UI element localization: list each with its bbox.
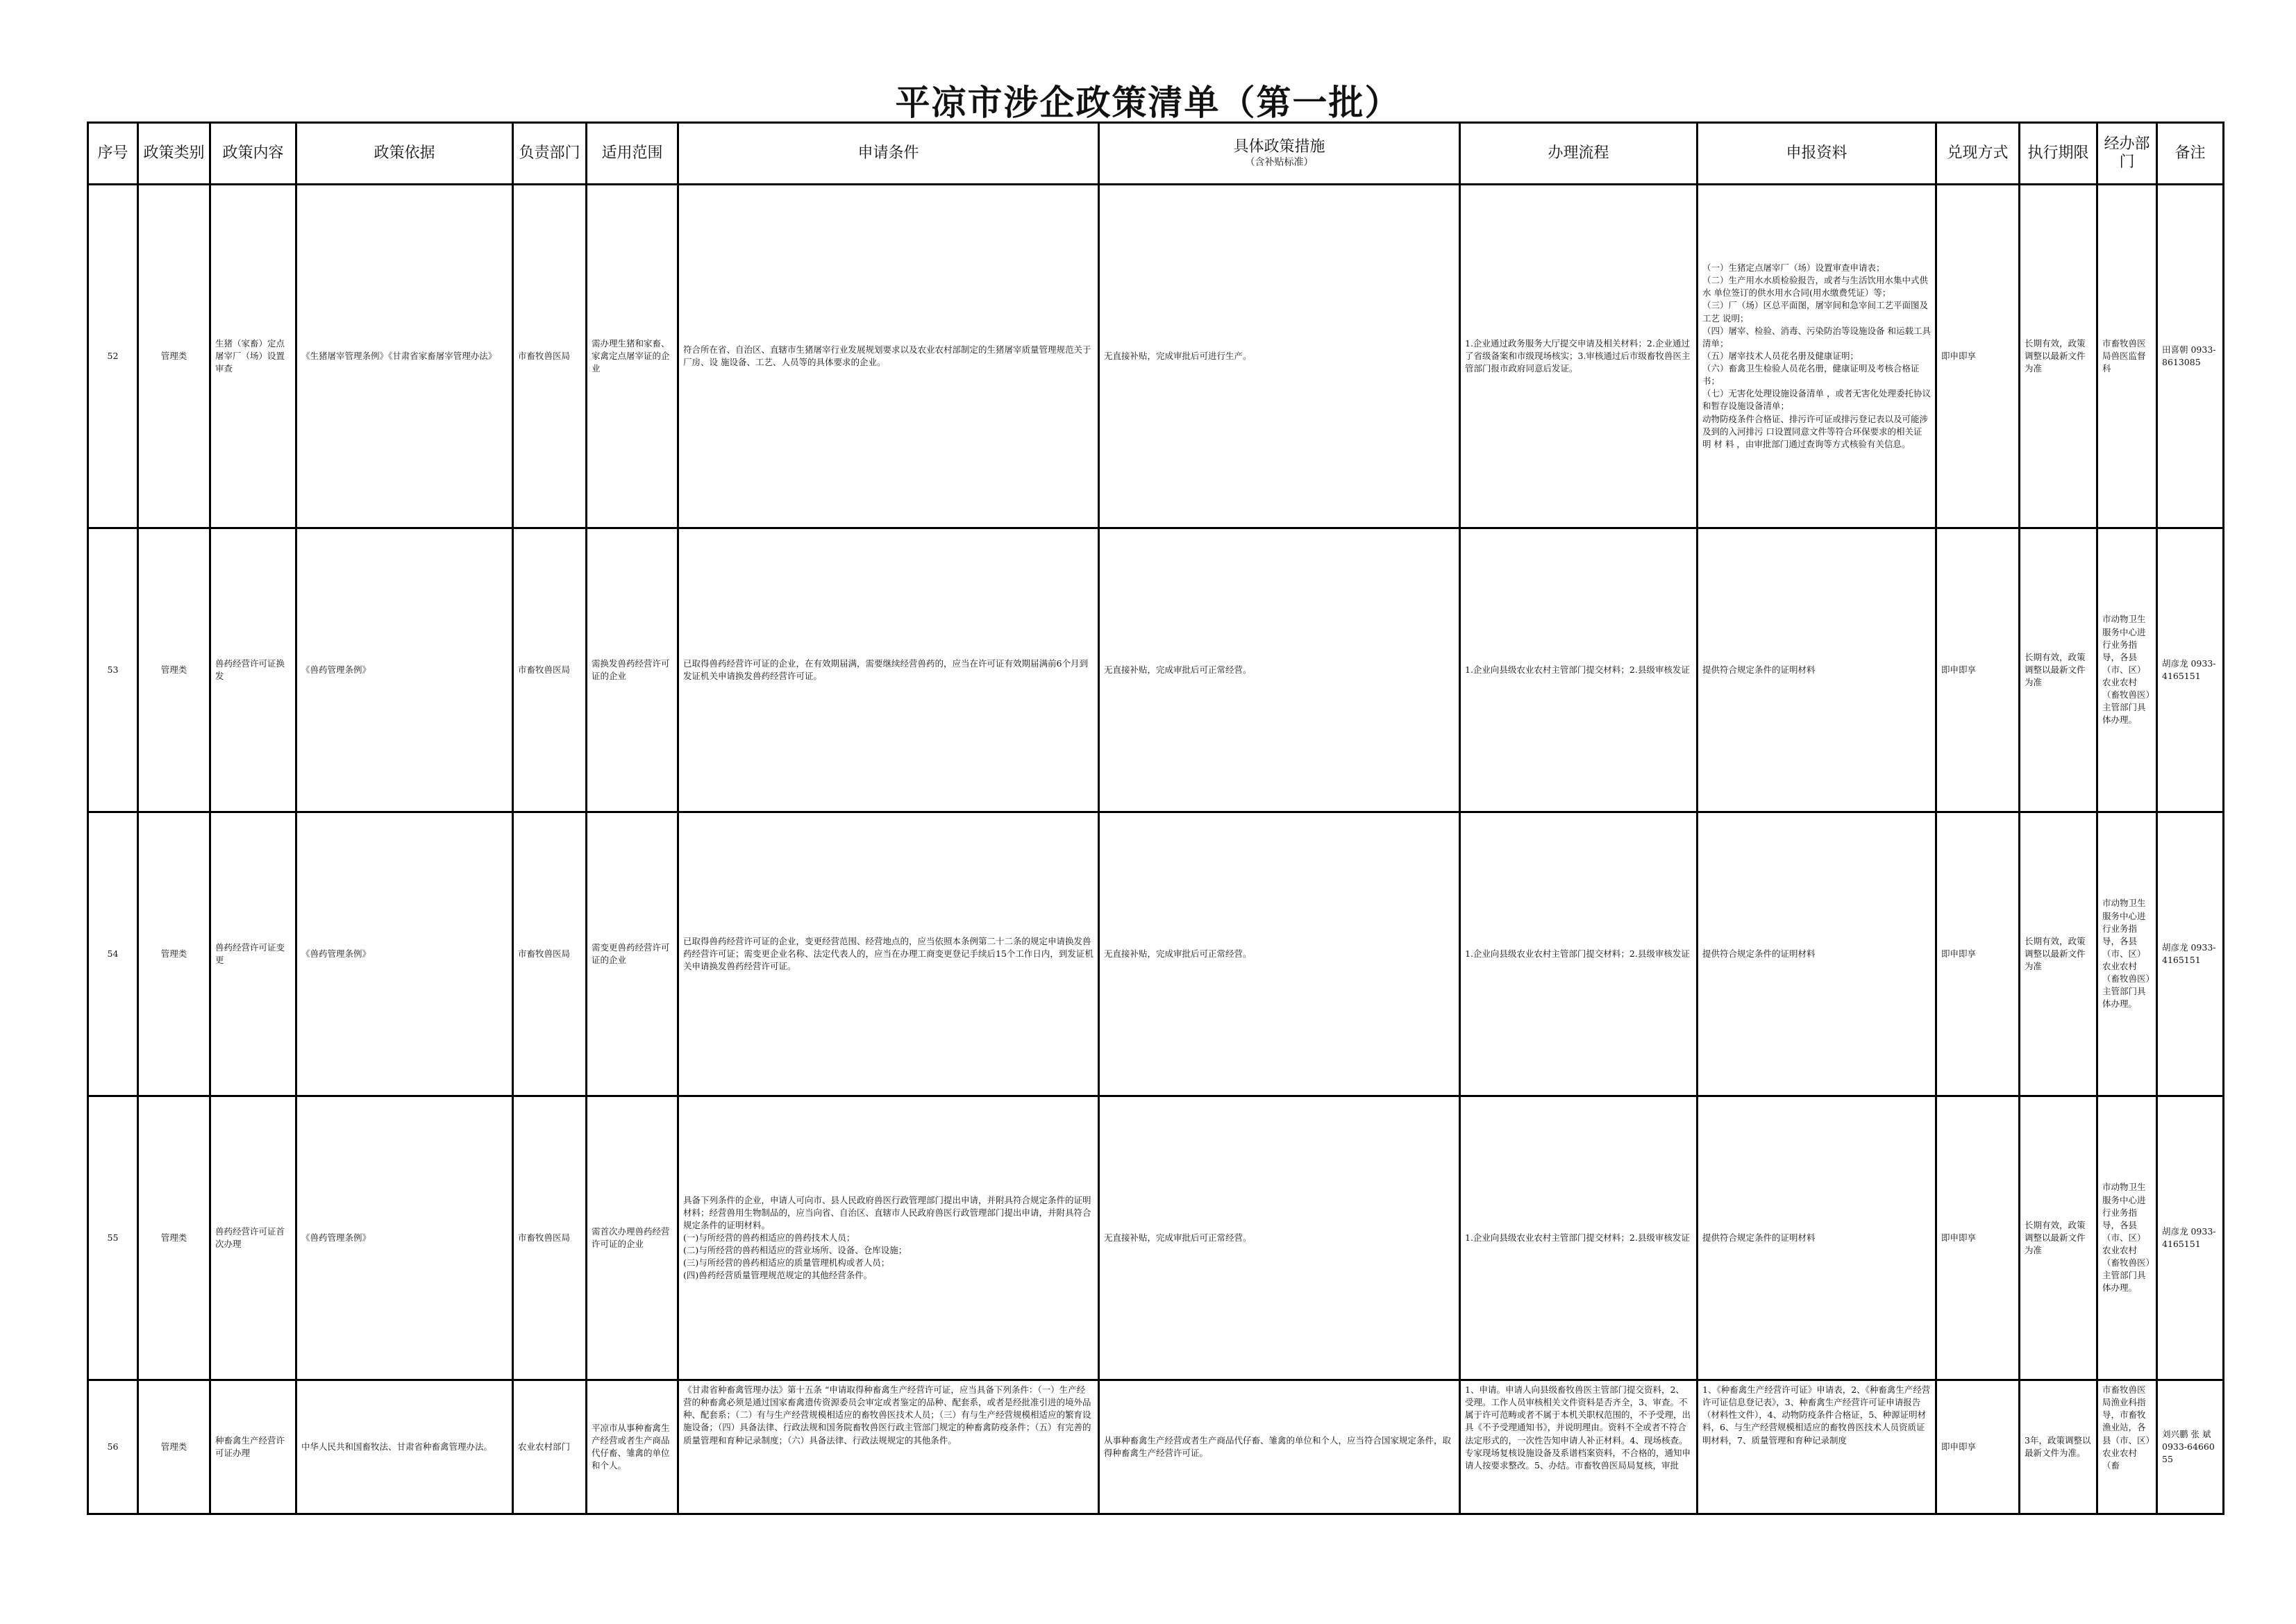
header-scope: 适用范围	[587, 123, 678, 185]
cell-method: 即申即享	[1936, 1096, 2020, 1380]
cell-scope: 需变更兽药经营许可证的企业	[587, 812, 678, 1096]
cell-process: 1.企业通过政务服务大厅提交申请及相关材料；2.企业通过了省级备案和市级现场核实；3.审核通过后市级畜牧兽医主管部门报市政府同意后发证。	[1460, 185, 1698, 528]
cell-conditions: 已取得兽药经营许可证的企业，变更经营范围、经营地点的，应当依照本条例第二十二条的规定申请换发兽药经营许可证；需变更企业名称、法定代表人的，应当在办理工商变更登记手续后15个工作日内，到发证机关申请换发兽药经营许可证。	[678, 812, 1099, 1096]
cell-seq: 52	[88, 185, 138, 528]
cell-remarks: 胡彦龙 0933-4165151	[2157, 812, 2224, 1096]
cell-content: 兽药经营许可证换发	[210, 528, 296, 812]
cell-measures: 无直接补贴，完成审批后可正常经营。	[1099, 1096, 1460, 1380]
cell-handler: 市动物卫生服务中心进行业务指导，各县（市、区）农业农村（畜牧兽医）主管部门具体办理。	[2097, 1096, 2157, 1380]
cell-seq: 55	[88, 1096, 138, 1380]
cell-department: 市畜牧兽医局	[513, 185, 587, 528]
header-handler: 经办部门	[2097, 123, 2157, 185]
materials-line: （五）屠宰技术人员花名册及健康证明；	[1702, 350, 1859, 361]
cell-conditions	[678, 1096, 1099, 1380]
cell-content: 兽药经营许可证首次办理	[210, 1096, 296, 1380]
cell-materials	[1698, 185, 1936, 528]
conditions-line: 具备下列条件的企业，申请人可向市、县人民政府兽医行政管理部门提出申请，并附具符合规定条件的证明材料；经营兽用生物制品的，应当向省、自治区、直辖市人民政府兽医行政管理部门提出申请，并附具符合规定条件的证明材料。	[683, 1194, 1091, 1230]
header-measures-label: 具体政策措施	[1233, 138, 1325, 156]
materials-line: （三）厂（场）区总平面图，屠宰间和急宰间工艺平面图及工艺 说明；	[1702, 300, 1929, 324]
cell-basis: 《兽药管理条例》	[296, 1096, 513, 1380]
cell-remarks: 胡彦龙 0933-4165151	[2157, 528, 2224, 812]
cell-content: 种畜禽生产经营许可证办理	[210, 1380, 296, 1514]
cell-period: 长期有效，政策调整以最新文件为准	[2020, 185, 2097, 528]
cell-scope: 平凉市从事种畜禽生产经营或者生产商品代仔畜、雏禽的单位和个人。	[587, 1380, 678, 1514]
header-process: 办理流程	[1460, 123, 1698, 185]
table-row	[88, 1096, 2224, 1380]
table-row	[88, 528, 2224, 812]
materials-line: （一）生猪定点屠宰厂（场）设置审查申请表；	[1702, 262, 1885, 274]
cell-scope: 需办理生猪和家畜、家禽定点屠宰证的企业	[587, 185, 678, 528]
cell-materials: 1、《种畜禽生产经营许可证》申请表，2、《种畜禽生产经营许可证信息登记表》，3、种畜禽生产经营许可证申请报告（材料性文件），4、动物防疫条件合格证，5、种源证明材料，6、与生产经营规模相适应的畜牧兽医技术人员资质证明材料，7、质量管理和育种记录制度	[1698, 1380, 1936, 1514]
cell-department: 市畜牧兽医局	[513, 1096, 587, 1380]
header-measures-sub: （含补贴标准）	[1245, 156, 1314, 168]
cell-materials: 提供符合规定条件的证明材料	[1698, 528, 1936, 812]
cell-measures: 从事种畜禽生产经营或者生产商品代仔畜、雏禽的单位和个人，应当符合国家规定条件，取得种畜禽生产经营许可证。	[1099, 1380, 1460, 1514]
header-remarks: 备注	[2157, 123, 2224, 185]
materials-line: （四）屠宰、检验、消毒、污染防治等设施设备 和运载工具清单；	[1702, 325, 1931, 349]
cell-period: 长期有效，政策调整以最新文件为准	[2020, 1096, 2097, 1380]
materials-line: （六）畜禽卫生检验人员花名册，健康证明及考核合格证书；	[1702, 363, 1920, 387]
cell-materials: 提供符合规定条件的证明材料	[1698, 1096, 1936, 1380]
cell-materials: 提供符合规定条件的证明材料	[1698, 812, 1936, 1096]
materials-line: （二）生产用水水质检验报告，或者与生活饮用水集中式供水 单位签订的供水用水合同(用水缴费凭证）等；	[1702, 275, 1929, 299]
materials-line: （七）无害化处理设施设备清单 ，或者无害化处理委托协议和暂存设施设备清单；	[1702, 388, 1931, 412]
policy-table	[87, 122, 2224, 1515]
cell-remarks: 刘兴鹏 张 斌 0933-6466055	[2157, 1380, 2224, 1514]
cell-department: 农业农村部门	[513, 1380, 587, 1514]
conditions-line: (一)与所经营的兽药相适应的兽药技术人员；	[683, 1232, 855, 1243]
cell-conditions: 已取得兽药经营许可证的企业，在有效期届满，需要继续经营兽药的，应当在许可证有效期届满前6个月到发证机关申请换发兽药经营许可证。	[678, 528, 1099, 812]
cell-basis: 《生猪屠宰管理条例》《甘肃省家畜屠宰管理办法》	[296, 185, 513, 528]
cell-handler: 市动物卫生服务中心进行业务指导，各县（市、区）农业农村（畜牧兽医）主管部门具体办理。	[2097, 528, 2157, 812]
cell-seq: 54	[88, 812, 138, 1096]
cell-basis: 《兽药管理条例》	[296, 528, 513, 812]
cell-category: 管理类	[138, 1380, 210, 1514]
header-method: 兑现方式	[1936, 123, 2020, 185]
header-department: 负责部门	[513, 123, 587, 185]
header-period: 执行期限	[2020, 123, 2097, 185]
cell-handler: 市畜牧兽医局渔业科指导，市畜牧渔业站，各县（市、区）农业农村（畜	[2097, 1380, 2157, 1514]
cell-method: 即申即享	[1936, 812, 2020, 1096]
cell-scope: 需首次办理兽药经营许可证的企业	[587, 1096, 678, 1380]
cell-method: 即申即享	[1936, 185, 2020, 528]
header-seq: 序号	[88, 123, 138, 185]
cell-remarks: 田喜朝 0933-8613085	[2157, 185, 2224, 528]
cell-content: 兽药经营许可证变更	[210, 812, 296, 1096]
cell-process: 1、申请。申请人向县级畜牧兽医主管部门提交资料，2、受理。工作人员审核相关文件资料是否齐全，3、审查。不属于许可范畴或者不属于本机关职权范围的，不予受理，出具《不予受理通知书》，并说明理由。资料不全或者不符合法定形式的，一次性告知申请人补正材料。4、现场核查。专家现场复核设施设备及系谱档案资料，不合格的，通知申请人按要求整改。5、办结。市畜牧兽医局局复核，审批	[1460, 1380, 1698, 1514]
cell-measures: 无直接补贴，完成审批后可正常经营。	[1099, 812, 1460, 1096]
cell-conditions: 符合所在省、自治区、直辖市生猪屠宰行业发展规划要求以及农业农村部制定的生猪屠宰质量管理规范关于厂房、设 施设备、工艺、人员等的具体要求的企业。	[678, 185, 1099, 528]
header-category: 政策类别	[138, 123, 210, 185]
cell-seq: 56	[88, 1380, 138, 1514]
cell-category: 管理类	[138, 812, 210, 1096]
header-content: 政策内容	[210, 123, 296, 185]
cell-conditions: 《甘肃省种畜禽管理办法》第十五条 “申请取得种畜禽生产经营许可证，应当具备下列条件：（一）生产经营的种畜禽必须是通过国家畜禽遗传资源委员会审定或者鉴定的品种、配套系，或者是经批准引进的境外品种、配套系；（二）有与生产经营规模相适应的畜牧兽医技术人员；（三）有与生产经营规模相适应的繁育设施设备；（四）具备法律、行政法规和国务院畜牧兽医行政主管部门规定的种畜禽防疫条件；（五）有完善的质量管理和育种记录制度；（六）具备法律、行政法规规定的其他条件。	[678, 1380, 1099, 1514]
header-conditions: 申请条件	[678, 123, 1099, 185]
materials-line: 动物防疫条件合格证、排污许可证或排污登记表以及可能涉 及到的入河排污 口设置同意文件等符合环保要求的相关证 明 材 料 ，由审批部门通过查询等方式核验有关信息。	[1702, 413, 1929, 449]
cell-category: 管理类	[138, 528, 210, 812]
cell-basis: 《兽药管理条例》	[296, 812, 513, 1096]
cell-period: 长期有效，政策调整以最新文件为准	[2020, 528, 2097, 812]
table-header-row	[88, 123, 2224, 185]
conditions-line: (四)兽药经营质量管理规范规定的其他经营条件。	[683, 1270, 873, 1281]
conditions-line: (三)与所经营的兽药相适应的质量管理机构或者人员；	[683, 1257, 890, 1269]
cell-process: 1.企业向县级农业农村主管部门提交材料；2.县级审核发证	[1460, 812, 1698, 1096]
cell-period: 长期有效，政策调整以最新文件为准	[2020, 812, 2097, 1096]
cell-period: 3年，政策调整以最新文件为准。	[2020, 1380, 2097, 1514]
cell-department: 市畜牧兽医局	[513, 812, 587, 1096]
cell-category: 管理类	[138, 185, 210, 528]
cell-content: 生猪（家畜）定点屠宰厂（场）设置审查	[210, 185, 296, 528]
cell-process: 1.企业向县级农业农村主管部门提交材料；2.县级审核发证	[1460, 1096, 1698, 1380]
cell-measures: 无直接补贴，完成审批后可正常经营。	[1099, 528, 1460, 812]
conditions-line: (二)与所经营的兽药相适应的营业场所、设备、仓库设施；	[683, 1245, 907, 1256]
cell-basis: 中华人民共和国畜牧法、甘肃省种畜禽管理办法。	[296, 1380, 513, 1514]
page-title: 平凉市涉企政策清单（第一批）	[895, 83, 1401, 123]
cell-measures: 无直接补贴，完成审批后可进行生产。	[1099, 185, 1460, 528]
cell-process: 1.企业向县级农业农村主管部门提交材料；2.县级审核发证	[1460, 528, 1698, 812]
table-row	[88, 185, 2224, 528]
header-measures	[1099, 123, 1460, 185]
cell-seq: 53	[88, 528, 138, 812]
header-materials: 申报资料	[1698, 123, 1936, 185]
table-row	[88, 1380, 2224, 1514]
cell-department: 市畜牧兽医局	[513, 528, 587, 812]
table-row	[88, 812, 2224, 1096]
cell-method: 即申即享	[1936, 1380, 2020, 1514]
cell-handler: 市动物卫生服务中心进行业务指导，各县（市、区）农业农村（畜牧兽医）主管部门具体办理。	[2097, 812, 2157, 1096]
cell-scope: 需换发兽药经营许可证的企业	[587, 528, 678, 812]
cell-method: 即申即享	[1936, 528, 2020, 812]
cell-handler: 市畜牧兽医局兽医监督科	[2097, 185, 2157, 528]
header-basis: 政策依据	[296, 123, 513, 185]
cell-remarks: 胡彦龙 0933-4165151	[2157, 1096, 2224, 1380]
cell-category: 管理类	[138, 1096, 210, 1380]
